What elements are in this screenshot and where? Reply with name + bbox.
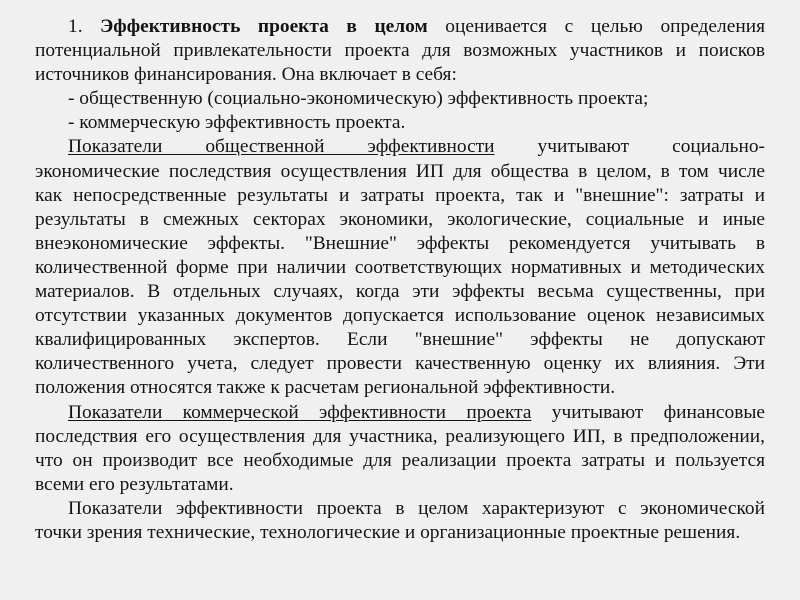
- line-text: источников финансирования. Она включает в себя:: [35, 64, 457, 86]
- list-item: [35, 87, 765, 111]
- line-text: положения относятся также к расчетам региональной эффективности.: [35, 377, 616, 399]
- text-line: [35, 376, 765, 400]
- line-text: потенциальной привлекательности проекта для возможных участников и поисков: [35, 40, 765, 62]
- document-body: [35, 15, 765, 545]
- text-line: [35, 184, 765, 208]
- text-line: [35, 280, 765, 304]
- line-text: что он производит все необходимые для реализации проекта затраты и пользуется: [35, 449, 765, 471]
- text-line: [35, 449, 765, 473]
- line-text: точки зрения технические, технологические и организационные проектные решения.: [35, 521, 741, 543]
- underlined-term: Показатели коммерческой эффективности проекта: [68, 401, 532, 423]
- text-line: [35, 15, 765, 39]
- text-line: [35, 256, 765, 280]
- line-text: квалифицированных экспертов. Если "внешние" эффекты не допускают: [35, 329, 765, 351]
- line-text: последствия его осуществления для участника, реализующего ИП, в предположении,: [35, 425, 765, 447]
- item-number: 1.: [68, 16, 101, 37]
- list-item: [35, 111, 765, 135]
- underlined-term: Показатели общественной эффективности: [68, 136, 495, 158]
- line-text: экономические последствия осуществления ИП для общества в целом, в том числе: [35, 160, 765, 182]
- bold-heading: Эффективность проекта в целом: [100, 16, 428, 37]
- text-line: [35, 160, 765, 184]
- line-text: оценивается с целью определения: [427, 16, 765, 37]
- line-text: внеэкономические эффекты. "Внешние" эффекты рекомендуется учитывать в: [35, 232, 765, 254]
- list-item-text: - общественную (социально-экономическую) эффективность проекта;: [68, 88, 649, 110]
- text-line: [35, 232, 765, 256]
- text-line: [35, 63, 765, 87]
- line-text: количественной форме при наличии соответствующих нормативных и методических: [35, 256, 765, 278]
- text-line: [35, 304, 765, 328]
- line-text: учитывают социально-: [494, 136, 765, 158]
- list-item-text: - коммерческую эффективность проекта.: [68, 112, 406, 134]
- text-line: [35, 425, 765, 449]
- text-line: [35, 39, 765, 63]
- line-text: количественного учета, следует провести качественную оценку их влияния. Эти: [35, 353, 765, 375]
- line-text: отсутствии указанных документов допускается использование оценок независимых: [35, 305, 765, 327]
- text-line: [35, 352, 765, 376]
- text-line: [35, 208, 765, 232]
- line-text: Показатели эффективности проекта в целом характеризуют с экономической: [68, 497, 765, 519]
- text-line: [35, 497, 765, 521]
- line-text: результаты в смежных секторах экономики, экологические, социальные и иные: [35, 208, 765, 230]
- line-text: учитывают финансовые: [531, 401, 765, 423]
- line-text: всеми его результатами.: [35, 473, 234, 495]
- text-line: [35, 521, 765, 545]
- line-text: материалов. В отдельных случаях, когда эти эффекты весьма существенны, при: [35, 281, 765, 303]
- text-line: [35, 135, 765, 159]
- text-line: [35, 473, 765, 497]
- line-text: как непосредственные результаты и затраты проекта, так и "внешние": затраты и: [35, 184, 765, 206]
- text-line: [35, 328, 765, 352]
- text-line: [35, 401, 765, 425]
